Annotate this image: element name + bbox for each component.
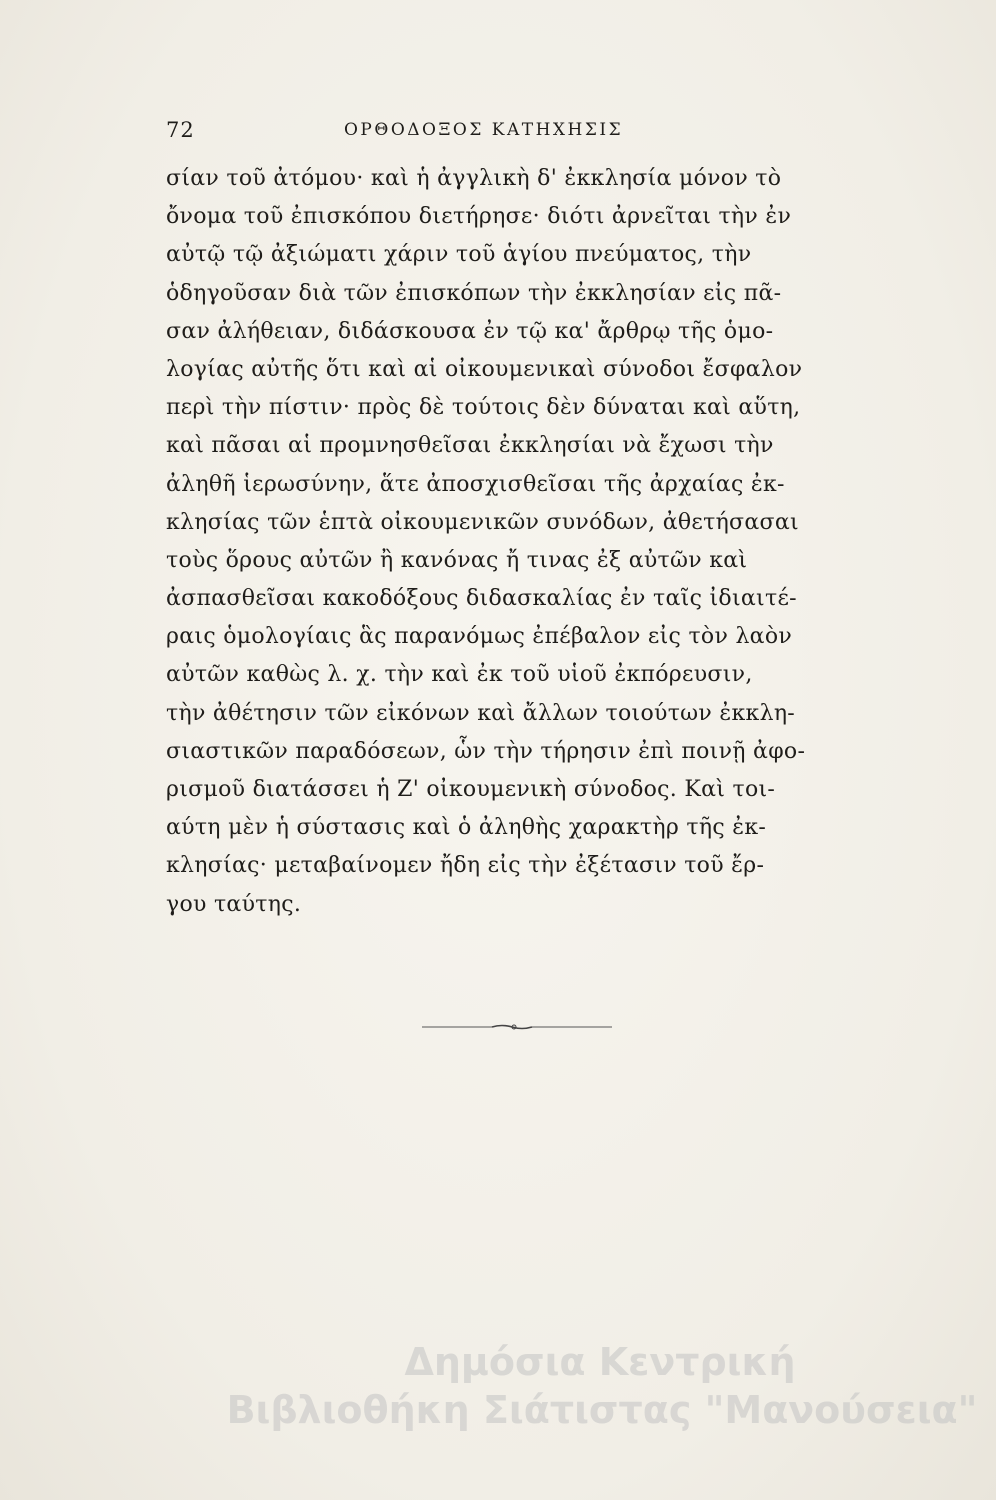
end-ornament (422, 1022, 612, 1032)
text-line: σαν ἀλήθειαν, διδάσκουσα ἐν τῷ κα' ἄρθρῳ τῆς ὁμο- (166, 318, 774, 344)
text-line: ραις ὁμολογίαις ἃς παρανόμως ἐπέβαλον εἰς τὸν λαὸν (166, 624, 793, 650)
text-line: καὶ πᾶσαι αἱ προμνησθεῖσαι ἐκκλησίαι νὰ ἔχωσι τὴν (166, 433, 774, 459)
text-line: ρισμοῦ διατάσσει ἡ Ζ' οἰκουμενικὴ σύνοδος. Καὶ τοι- (166, 777, 776, 802)
running-title: ΟΡΘΟΔΟΞΟΣ ΚΑΤΗΧΗΣΙΣ (344, 120, 624, 140)
text-line: τὴν ἀθέτησιν τῶν εἰκόνων καὶ ἄλλων τοιούτων ἐκκλη- (166, 700, 796, 726)
text-line: ὄνομα τοῦ ἐπισκόπου διετήρησε· διότι ἀρνεῖται τὴν ἐν (166, 204, 792, 230)
text-line: περὶ τὴν πίστιν· πρὸς δὲ τούτοις δὲν δύναται καὶ αὕτη, (166, 395, 801, 421)
library-watermark-line2: Βιβλιοθήκη Σιάτιστας "Μανούσεια" (226, 1388, 978, 1432)
text-line: σιαστικῶν παραδόσεων, ὧν τὴν τήρησιν ἐπὶ ποινῇ ἀφο- (166, 738, 806, 764)
text-line: τοὺς ὅρους αὐτῶν ἢ κανόνας ἤ τινας ἐξ αὐτῶν καὶ (166, 547, 748, 573)
body-text (166, 160, 856, 924)
text-line: λογίας αὐτῆς ὅτι καὶ αἱ οἰκουμενικαὶ σύνοδοι ἔσφαλον (166, 356, 803, 382)
running-head (166, 118, 831, 148)
text-line: κλησίας· μεταβαίνομεν ἤδη εἰς τὴν ἐξέτασιν τοῦ ἔρ- (166, 853, 765, 879)
text-line: ἀληθῆ ἱερωσύνην, ἅτε ἀποσχισθεῖσαι τῆς ἀρχαίας ἐκ- (166, 471, 785, 497)
page-number: 72 (166, 118, 195, 142)
text-line: ὁδηγοῦσαν διὰ τῶν ἐπισκόπων τὴν ἐκκλησίαν εἰς πᾶ- (166, 280, 782, 306)
text-line: σίαν τοῦ ἀτόμου· καὶ ἡ ἀγγλικὴ δ' ἐκκλησία μόνον τὸ (166, 166, 782, 191)
text-line: αὐτῶν καθὼς λ. χ. τὴν καὶ ἐκ τοῦ υἱοῦ ἐκπόρευσιν, (166, 662, 753, 688)
library-watermark-line1: Δημόσια Κεντρική (404, 1340, 796, 1384)
text-line: γου ταύτης. (166, 891, 302, 917)
text-line: κλησίας τῶν ἑπτὰ οἰκουμενικῶν συνόδων, ἀθετήσασαι (166, 509, 799, 535)
text-line: ἀσπασθεῖσαι κακοδόξους διδασκαλίας ἐν ταῖς ἰδιαιτέ- (166, 586, 797, 612)
text-line: αὐτῷ τῷ ἀξιώματι χάριν τοῦ ἁγίου πνεύματος, τὴν (166, 242, 752, 268)
text-line: αύτη μὲν ἡ σύστασις καὶ ὁ ἀληθὴς χαρακτὴρ τῆς ἐκ- (166, 815, 767, 841)
